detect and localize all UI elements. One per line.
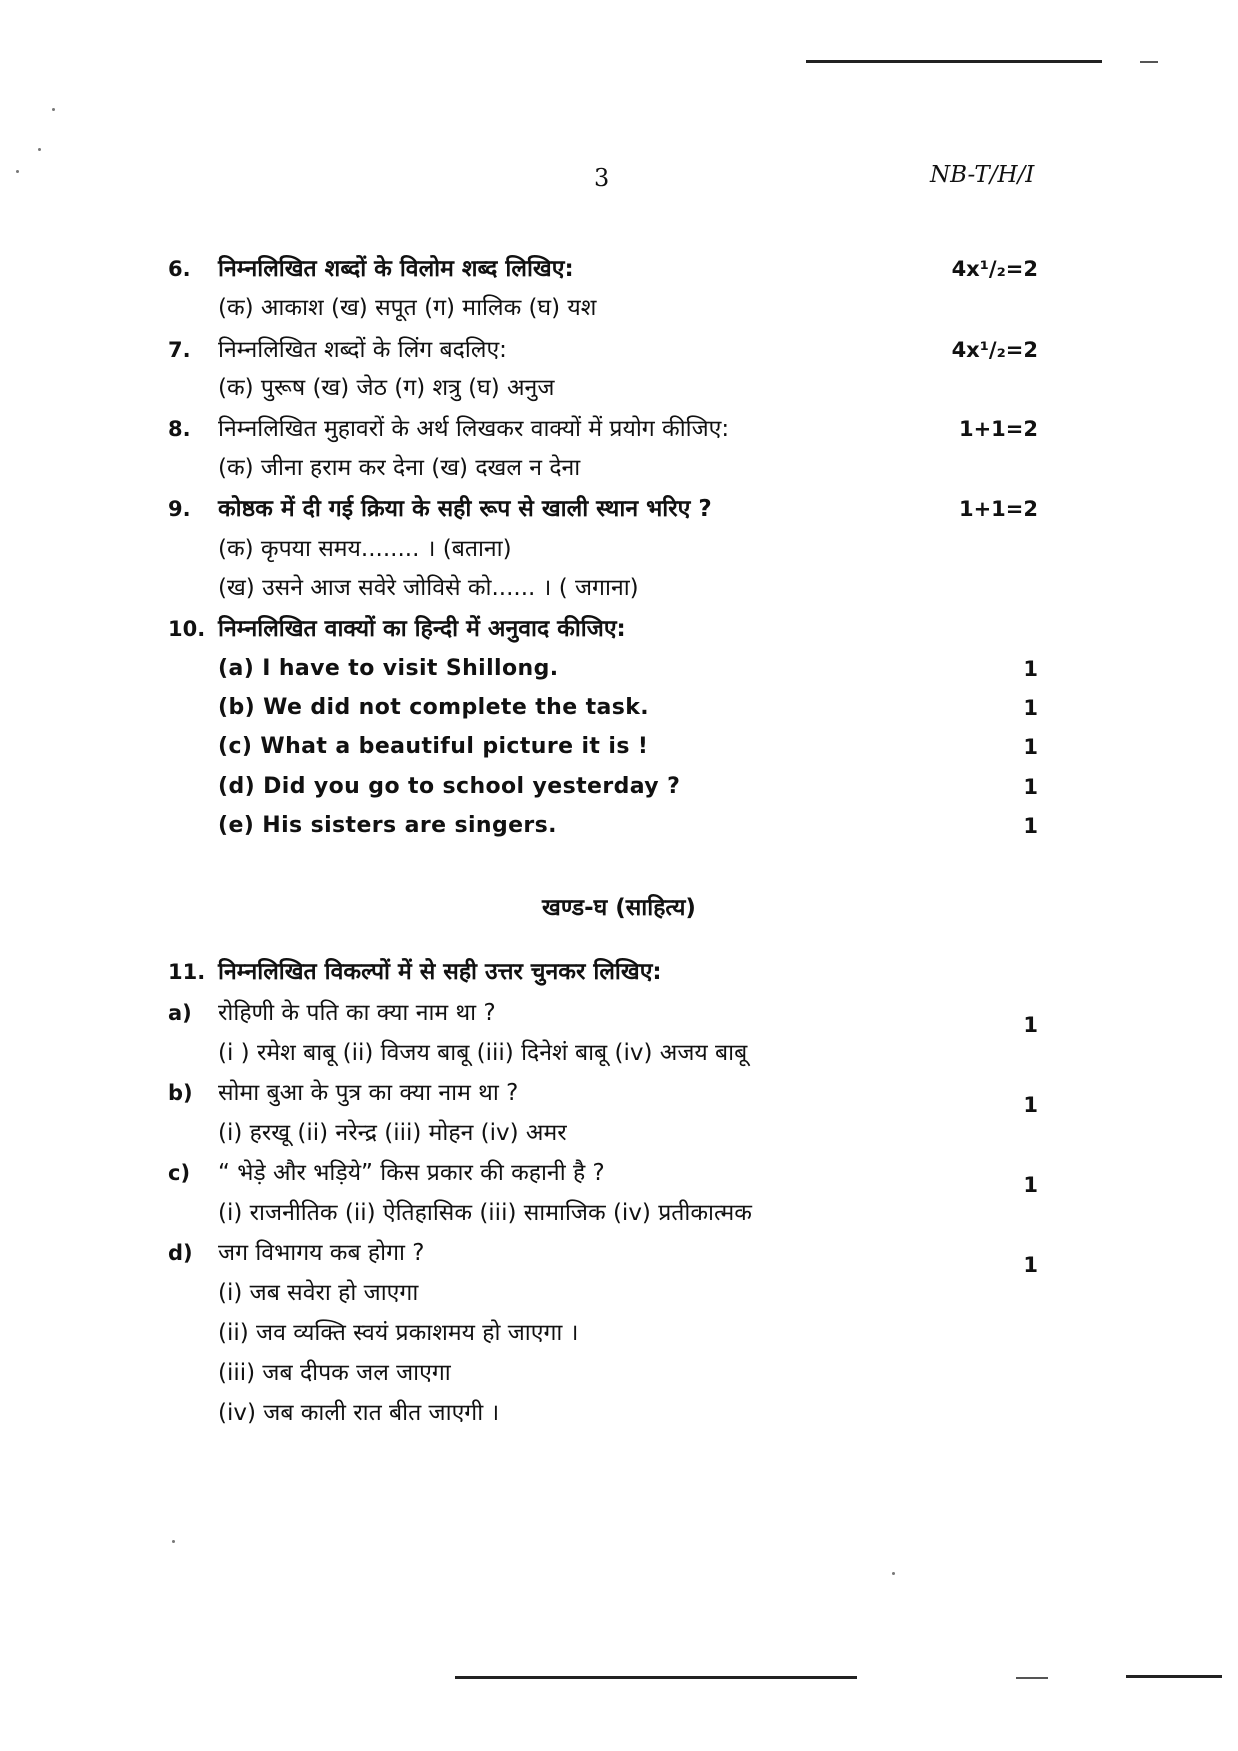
options-text: (क) जीना हराम कर देना (ख) दखल न देना <box>218 455 581 481</box>
sentence-text: (d) Did you go to school yesterday ? <box>218 774 681 799</box>
question-11-d-option <box>168 1314 1038 1352</box>
sub-question-text: रोहिणी के पति का क्या नाम था ? <box>218 1000 496 1026</box>
question-number: 7. <box>168 338 191 362</box>
sub-label: b) <box>168 1081 193 1105</box>
scan-speck <box>172 1540 175 1543</box>
question-8-options <box>168 449 1038 487</box>
sentence-text: (a) I have to visit Shillong. <box>218 656 559 681</box>
item-marks: 1 <box>1023 814 1038 838</box>
question-number: 9. <box>168 497 191 521</box>
scan-speck <box>16 170 19 173</box>
question-11-b <box>168 1074 1038 1117</box>
sub-label: d) <box>168 1241 193 1265</box>
option-text: (iv) जब काली रात बीत जाएगी । <box>218 1400 500 1426</box>
question-text: निम्नलिखित मुहावरों के अर्थ लिखकर वाक्यों में प्रयोग कीजिए: <box>218 416 730 442</box>
page-number: 3 <box>594 164 610 192</box>
sentence-text: (c) What a beautiful picture it is ! <box>218 734 649 759</box>
question-7 <box>168 331 1038 369</box>
options-text: (क) आकाश (ख) सपूत (ग) मालिक (घ) यश <box>218 295 597 321</box>
scan-speck <box>892 1572 895 1575</box>
scan-speck <box>38 148 41 151</box>
sentence-text: (b) We did not complete the task. <box>218 695 650 720</box>
question-number: 6. <box>168 257 191 281</box>
translation-item <box>168 807 1038 845</box>
scan-speck <box>52 108 55 111</box>
sub-label: c) <box>168 1161 191 1185</box>
sub-question-text: सोमा बुआ के पुत्र का क्या नाम था ? <box>218 1080 519 1106</box>
question-text: निम्नलिखित शब्दों के विलोम शब्द लिखिए: <box>218 256 574 282</box>
question-10 <box>168 610 1038 648</box>
question-number: 8. <box>168 417 191 441</box>
question-11-b-options <box>168 1114 1038 1152</box>
question-9-part-b <box>168 569 1038 607</box>
options-text: (i) हरखू (ii) नरेन्द्र (iii) मोहन (iv) अमर <box>218 1120 567 1146</box>
question-marks: 4x¹/₂=2 <box>951 338 1038 362</box>
option-text: (i) जब सवेरा हो जाएगा <box>218 1280 419 1306</box>
question-7-options <box>168 369 1038 407</box>
options-text: (i ) रमेश बाबू (ii) विजय बाबू (iii) दिनेशं बाबू (iv) अजय बाबू <box>218 1040 748 1066</box>
item-marks: 1 <box>1023 1173 1038 1197</box>
question-11-d-option <box>168 1274 1038 1312</box>
sub-question-text: जग विभागय कब होगा ? <box>218 1240 425 1266</box>
translation-item <box>168 728 1038 766</box>
question-text: निम्नलिखित वाक्यों का हिन्दी में अनुवाद कीजिए: <box>218 616 626 642</box>
sub-label: a) <box>168 1001 192 1025</box>
question-11-d-option <box>168 1394 1038 1432</box>
sub-question-text: “ भेड़े और भड़िये” किस प्रकार की कहानी है ? <box>218 1160 605 1186</box>
question-11 <box>168 953 1038 991</box>
question-text: कोष्ठक में दी गई क्रिया के सही रूप से खाली स्थान भरिए ? <box>218 496 712 522</box>
bottom-scan-rule-mid <box>1016 1677 1048 1679</box>
question-text: निम्नलिखित शब्दों के लिंग बदलिए: <box>218 337 507 363</box>
question-6-options <box>168 289 1038 327</box>
top-scan-rule <box>806 60 1102 63</box>
sentence-text: (e) His sisters are singers. <box>218 813 557 838</box>
section-heading: खण्ड-घ (साहित्य) <box>542 895 696 921</box>
question-11-d-option <box>168 1354 1038 1392</box>
question-marks: 4x¹/₂=2 <box>951 257 1038 281</box>
question-11-a <box>168 994 1038 1037</box>
question-9-part-a <box>168 530 1038 568</box>
question-11-c-options <box>168 1194 1038 1232</box>
question-6 <box>168 250 1038 288</box>
item-marks: 1 <box>1023 1253 1038 1277</box>
item-marks: 1 <box>1023 1093 1038 1117</box>
question-8 <box>168 410 1038 448</box>
question-11-c <box>168 1154 1038 1197</box>
paper-code: NB-T/H/I <box>930 162 1035 188</box>
question-number: 10. <box>168 617 206 641</box>
question-11-a-options <box>168 1034 1038 1072</box>
question-9 <box>168 490 1038 528</box>
item-marks: 1 <box>1023 1013 1038 1037</box>
option-text: (ii) जव व्यक्ति स्वयं प्रकाशमय हो जाएगा । <box>218 1320 579 1346</box>
options-text: (i) राजनीतिक (ii) ऐतिहासिक (iii) सामाजिक (iv) प्रतीकात्मक <box>218 1200 752 1226</box>
bottom-scan-rule-right <box>1126 1675 1222 1678</box>
question-marks: 1+1=2 <box>958 417 1038 441</box>
translation-item <box>168 768 1038 806</box>
translation-item <box>168 689 1038 727</box>
item-marks: 1 <box>1023 657 1038 681</box>
part-text: (ख) उसने आज सवेरे जोविसे को...... । ( जगाना) <box>218 575 639 601</box>
item-marks: 1 <box>1023 775 1038 799</box>
bottom-scan-rule <box>455 1676 857 1679</box>
question-11-d <box>168 1234 1038 1277</box>
option-text: (iii) जब दीपक जल जाएगा <box>218 1360 451 1386</box>
options-text: (क) पुरूष (ख) जेठ (ग) शत्रु (घ) अनुज <box>218 375 555 401</box>
item-marks: 1 <box>1023 696 1038 720</box>
part-text: (क) कृपया समय........ । (बताना) <box>218 536 512 562</box>
question-marks: 1+1=2 <box>958 497 1038 521</box>
translation-item <box>168 650 1038 688</box>
question-number: 11. <box>168 960 206 984</box>
item-marks: 1 <box>1023 735 1038 759</box>
question-text: निम्नलिखित विकल्पों में से सही उत्तर चुनकर लिखिए: <box>218 959 662 985</box>
top-scan-rule-short <box>1140 61 1158 63</box>
